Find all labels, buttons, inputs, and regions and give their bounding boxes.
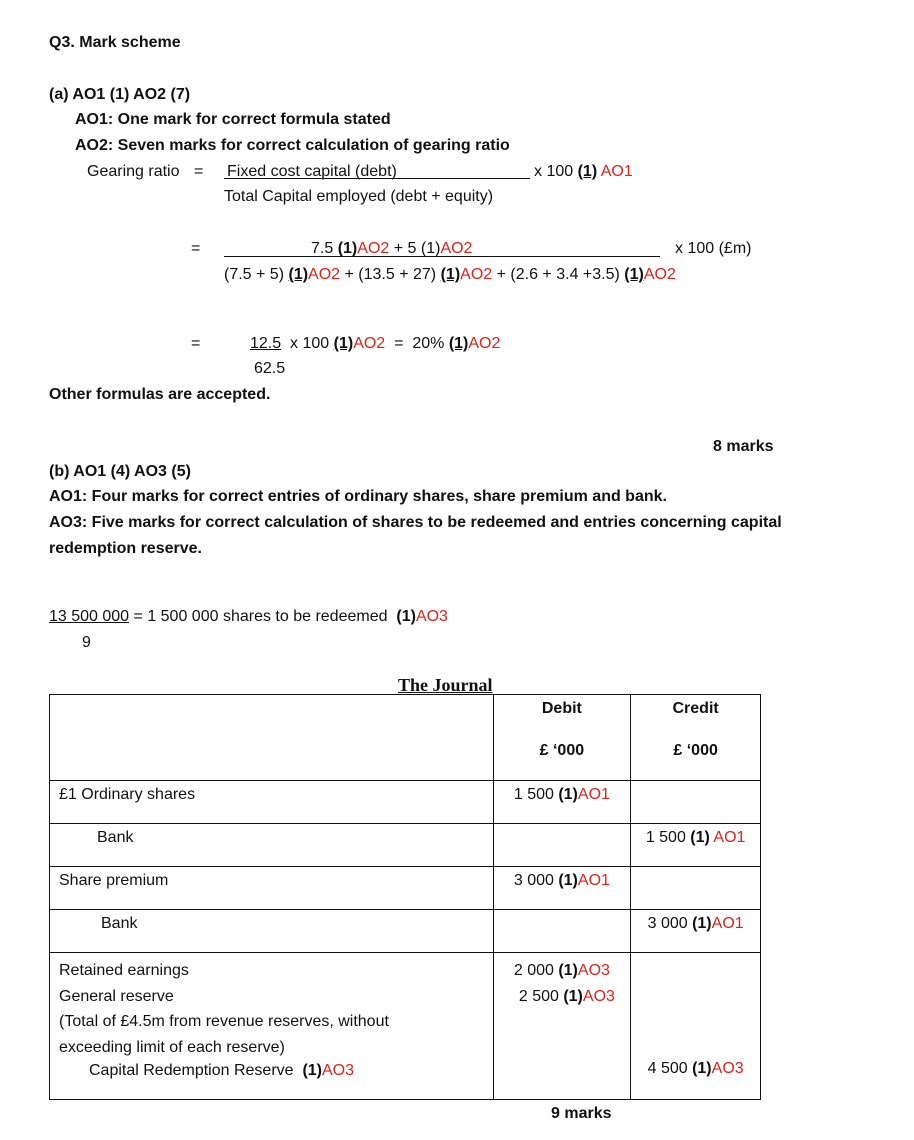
journal-title: The Journal: [398, 675, 493, 695]
journal-desc: Share premium: [50, 867, 494, 910]
formula-multiplier: x 100 (1) AO1: [534, 163, 633, 180]
table-row: [50, 953, 761, 1100]
formula-numerator: Fixed cost capital (debt): [227, 163, 397, 180]
part-a-ao2-description: AO2: Seven marks for correct calculation of gearing ratio: [75, 137, 510, 154]
journal-credit: 3 000 (1)AO1: [631, 910, 761, 953]
formula-fraction-line: [224, 178, 530, 179]
journal-header-debit: [493, 695, 631, 781]
retained-earnings-label: Retained earnings: [59, 962, 189, 979]
part-b-heading: (b) AO1 (4) AO3 (5): [49, 463, 191, 480]
table-row: [50, 781, 761, 824]
retained-earnings-debit: 2 000 (1)AO3: [513, 962, 610, 979]
part-a-heading: (a) AO1 (1) AO2 (7): [49, 86, 191, 103]
gearing-ratio-label: Gearing ratio: [87, 163, 180, 180]
journal-credit: [631, 867, 761, 910]
journal-desc: Bank: [50, 910, 494, 953]
journal-debit: [493, 824, 631, 867]
other-formulas-note: Other formulas are accepted.: [49, 386, 271, 403]
debit-unit: £ ‘000: [539, 742, 585, 759]
step2-multiplier: x 100 (£m): [675, 240, 752, 257]
credit-label: Credit: [672, 700, 719, 717]
journal-debit: [493, 910, 631, 953]
journal-desc: [50, 953, 494, 1100]
step3-equals: =: [191, 335, 201, 352]
part-b-ao1-description: AO1: Four marks for correct entries of ordinary shares, share premium and bank.: [49, 488, 667, 505]
shares-calculation: 13 500 000 = 1 500 000 shares to be redeemed (1)AO3: [49, 608, 448, 625]
part-b-ao3-description-cont: redemption reserve.: [49, 540, 202, 557]
revenue-reserves-note-cont: exceeding limit of each reserve): [59, 1038, 285, 1056]
step2-numerator: 7.5 (1)AO2 + 5 (1)AO2: [311, 240, 473, 257]
step2-denominator: (7.5 + 5) (1)AO2 + (13.5 + 27) (1)AO2 + (2.6 + 3.4 +3.5) (1)AO2: [224, 266, 676, 283]
page-title: Q3. Mark scheme: [49, 34, 181, 51]
step3-numerator: 12.5 x 100 (1)AO2 = 20% (1)AO2: [250, 335, 501, 352]
table-row: [50, 867, 761, 910]
shares-calculation-denominator: 9: [82, 634, 91, 651]
journal-desc: Bank: [50, 824, 494, 867]
journal-debit: 1 500 (1)AO1: [493, 781, 631, 824]
journal-header-credit: [631, 695, 761, 781]
table-row: [50, 824, 761, 867]
journal-table: [49, 694, 761, 1100]
step2-fraction-line: [224, 256, 660, 257]
general-reserve-debit: 2 500 (1)AO3: [518, 987, 615, 1005]
capital-redemption-reserve-label: Capital Redemption Reserve (1)AO3: [89, 1062, 355, 1079]
step3-denominator: 62.5: [254, 360, 286, 377]
capital-redemption-reserve-credit: 4 500 (1)AO3: [647, 1060, 744, 1077]
step2-equals: =: [191, 240, 201, 257]
journal-debit: [493, 953, 631, 1100]
part-b-marks: 9 marks: [551, 1105, 612, 1122]
revenue-reserves-note: (Total of £4.5m from revenue reserves, without: [59, 1013, 389, 1030]
table-row: [50, 910, 761, 953]
formula-equals: =: [194, 163, 204, 180]
journal-header-row: [50, 695, 761, 781]
credit-unit: £ ‘000: [673, 742, 718, 759]
general-reserve-label: General reserve: [59, 987, 174, 1005]
journal-debit: 3 000 (1)AO1: [493, 867, 631, 910]
journal-desc: £1 Ordinary shares: [50, 781, 494, 824]
formula-denominator: Total Capital employed (debt + equity): [224, 188, 494, 205]
journal-credit: 1 500 (1) AO1: [631, 824, 761, 867]
journal-header-desc: [50, 695, 494, 781]
part-a-marks: 8 marks: [713, 438, 774, 455]
debit-label: Debit: [541, 700, 582, 717]
journal-credit: [631, 781, 761, 824]
part-b-ao3-description: AO3: Five marks for correct calculation of shares to be redeemed and entries concerning capital: [49, 514, 782, 531]
journal-credit: [631, 953, 761, 1100]
part-a-ao1-description: AO1: One mark for correct formula stated: [75, 111, 391, 128]
